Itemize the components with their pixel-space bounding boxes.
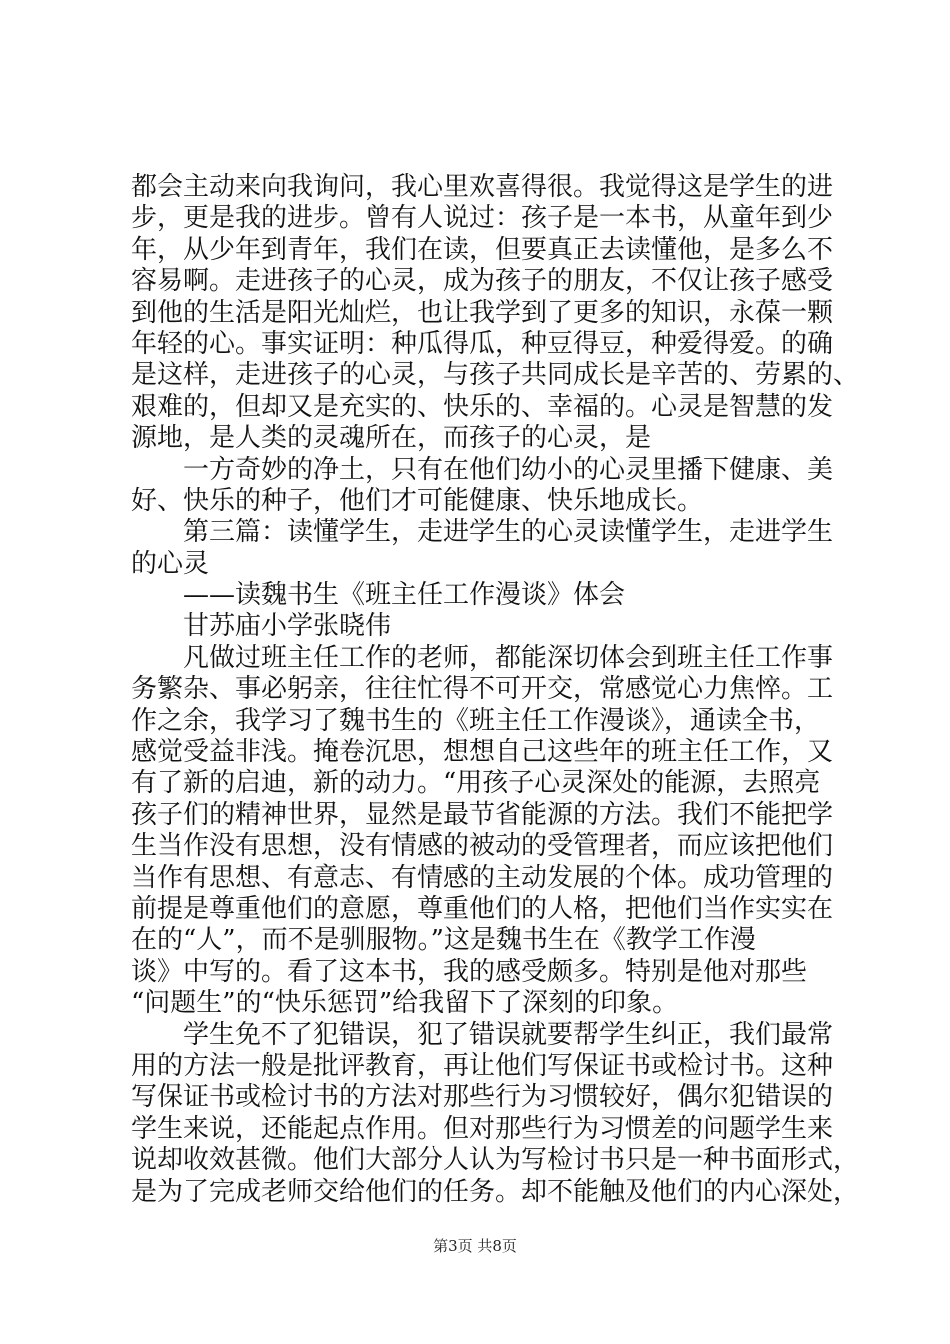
text-line: 凡做过班主任工作的老师，都能深切体会到班主任工作事 bbox=[131, 642, 834, 673]
text-line: 作之余，我学习了魏书生的《班主任工作漫谈》，通读全书， bbox=[131, 705, 821, 736]
text-line: 学生免不了犯错误，犯了错误就要帮学生纠正，我们最常 bbox=[131, 1019, 834, 1050]
text-line: 务繁杂、事必躬亲，往往忙得不可开交，常感觉心力焦悴。工 bbox=[131, 674, 834, 705]
text-line: 是这样，走进孩子的心灵，与孩子共同成长是辛苦的、劳累的、 bbox=[131, 360, 860, 391]
text-line: 在的“人”，而不是驯服物。”这是魏书生在《教学工作漫 bbox=[131, 925, 756, 956]
text-line: 感觉受益非浅。掩卷沉思，想想自己这些年的班主任工作，又 bbox=[131, 737, 834, 768]
text-line: 学生来说，还能起点作用。但对那些行为习惯差的问题学生来 bbox=[131, 1113, 834, 1144]
text-line: 用的方法一般是批评教育，再让他们写保证书或检讨书。这种 bbox=[131, 1050, 834, 1081]
text-line: 都会主动来向我询问，我心里欢喜得很。我觉得这是学生的进 bbox=[131, 172, 834, 202]
text-line: 容易啊。走进孩子的心灵，成为孩子的朋友，不仅让孩子感受 bbox=[131, 266, 834, 297]
text-line: 谈》中写的。看了这本书，我的感受颇多。特别是他对那些 bbox=[131, 956, 808, 987]
body-text bbox=[131, 172, 860, 1208]
text-line: 艰难的，但却又是充实的、快乐的、幸福的。心灵是智慧的发 bbox=[131, 391, 834, 422]
text-line: 孩子们的精神世界，显然是最节省能源的方法。我们不能把学 bbox=[131, 799, 834, 830]
text-line: 一方奇妙的净土，只有在他们幼小的心灵里播下健康、美 bbox=[131, 454, 834, 485]
text-line: 写保证书或检讨书的方法对那些行为习惯较好，偶尔犯错误的 bbox=[131, 1082, 834, 1113]
section-heading-line: 第三篇：读懂学生，走进学生的心灵读懂学生，走进学生 bbox=[131, 517, 834, 548]
text-line: 有了新的启迪，新的动力。“用孩子心灵深处的能源，去照亮 bbox=[131, 768, 821, 799]
text-line: 步，更是我的进步。曾有人说过：孩子是一本书，从童年到少 bbox=[131, 203, 834, 234]
text-line: 到他的生活是阳光灿烂，也让我学到了更多的知识，永葆一颗 bbox=[131, 297, 834, 328]
text-line: 前提是尊重他们的意愿，尊重他们的人格，把他们当作实实在 bbox=[131, 893, 834, 924]
text-line: 年，从少年到青年，我们在读，但要真正去读懂他，是多么不 bbox=[131, 234, 834, 265]
author-line: 甘苏庙小学张晓伟 bbox=[131, 611, 392, 642]
text-line: 生当作没有思想，没有情感的被动的受管理者，而应该把他们 bbox=[131, 831, 834, 862]
page-number-footer: 第3页 共8页 bbox=[433, 1237, 517, 1255]
text-line: “问题生”的“快乐惩罚”给我留下了深刻的印象。 bbox=[131, 988, 679, 1019]
text-line: 是为了完成老师交给他们的任务。却不能触及他们的内心深处， bbox=[131, 1176, 860, 1207]
text-line: 说却收效甚微。他们大部分人认为写检讨书只是一种书面形式， bbox=[131, 1145, 860, 1176]
text-line: 当作有思想、有意志、有情感的主动发展的个体。成功管理的 bbox=[131, 862, 834, 893]
text-line: 年轻的心。事实证明：种瓜得瓜，种豆得豆，种爱得爱。的确 bbox=[131, 328, 834, 359]
text-line: 源地，是人类的灵魂所在，而孩子的心灵，是 bbox=[131, 423, 652, 454]
subtitle-line: ——读魏书生《班主任工作漫谈》体会 bbox=[131, 580, 626, 611]
text-line: 好、快乐的种子，他们才可能健康、快乐地成长。 bbox=[131, 485, 704, 516]
section-heading-line: 的心灵 bbox=[131, 548, 210, 579]
